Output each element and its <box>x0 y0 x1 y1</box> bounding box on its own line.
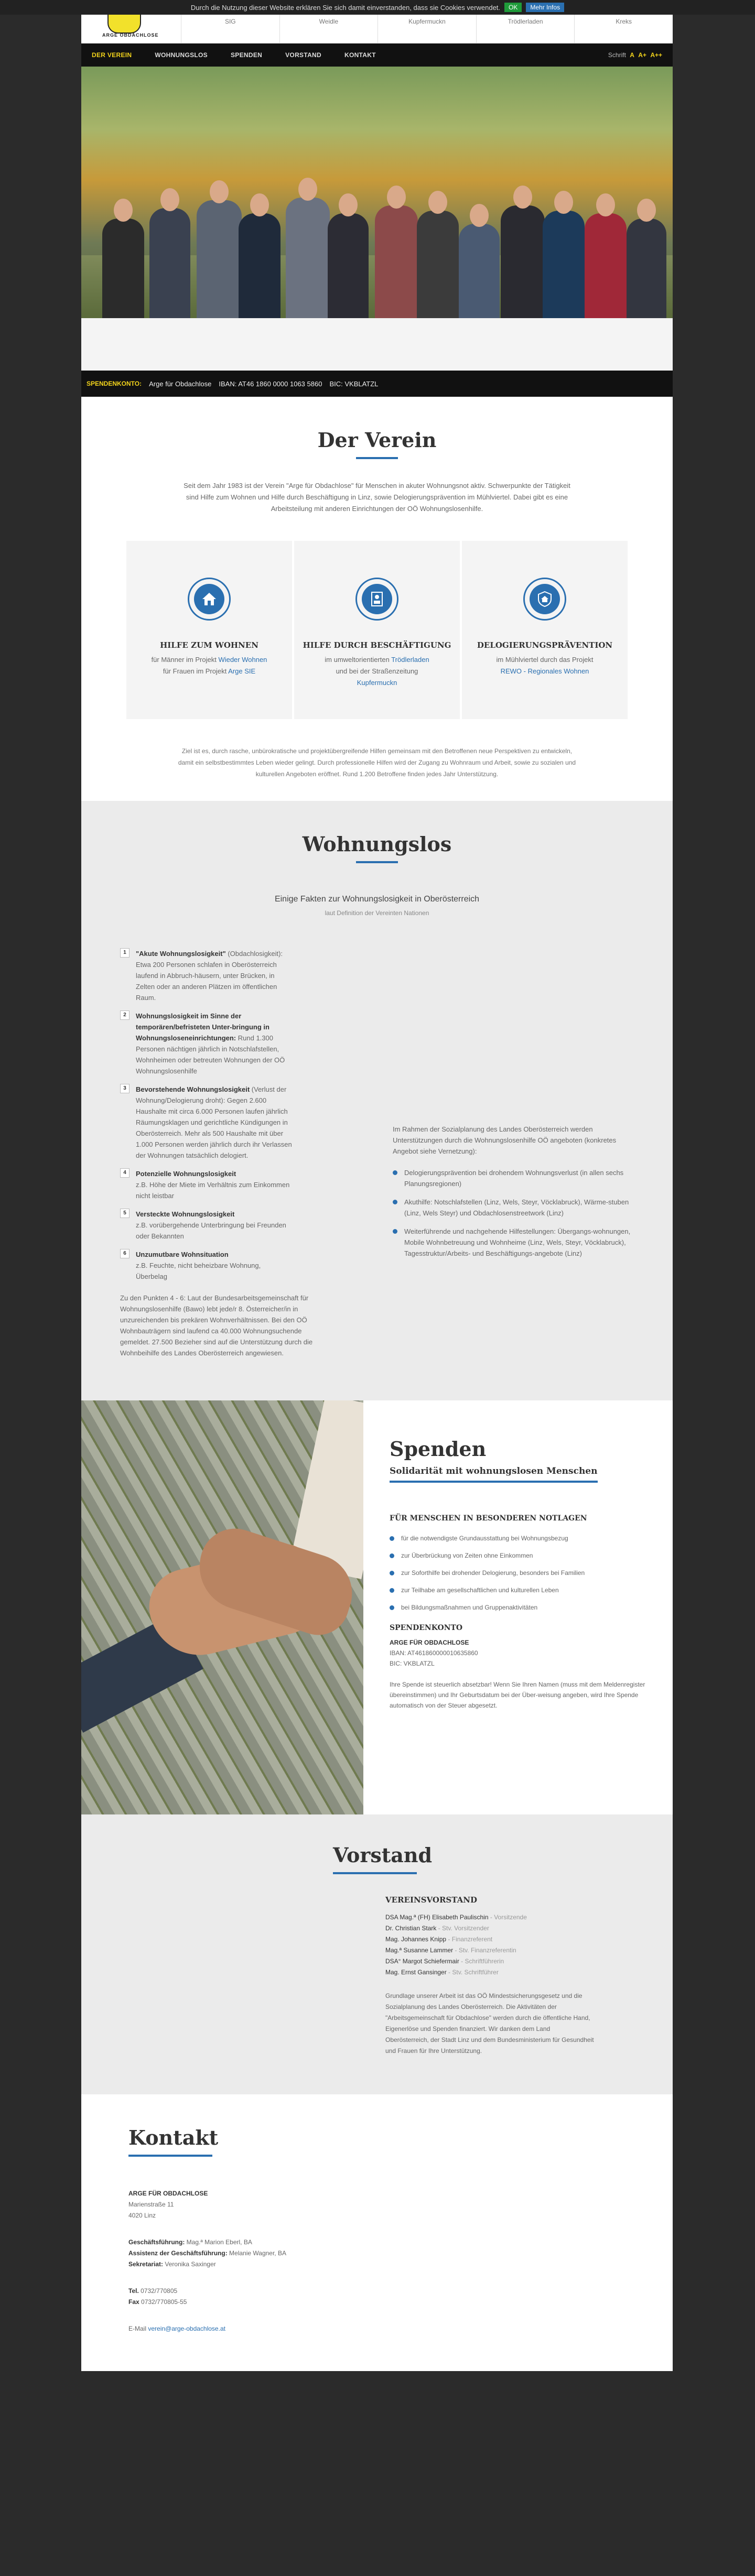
board-member: Mag. Johannes Knipp - Finanzreferent <box>385 1936 493 1943</box>
logo[interactable] <box>81 15 181 43</box>
verein-intro: Seit dem Jahr 1983 ist der Verein "Arge für Obdachlose" für Menschen in akuter Wohnungsnot aktiv. Schwerpunkte der Tätigkeit sind Hilfe zum Wohnen und Hilfe durch Beschäftigung in Linz, sowie Delogierungsprävention im Mühlviertel. Dabei gibt es eine Arbeitsteilung mit anderen Einrichtungen der OÖ Wohnungslosenhilfe. <box>184 482 570 513</box>
link-wieder-wohnen[interactable]: Wieder Wohnen <box>218 656 267 664</box>
card-delogierungspraevention <box>462 541 628 719</box>
handshake-photo <box>81 1400 363 1814</box>
section-der-verein <box>81 397 673 801</box>
person-figure <box>149 208 190 318</box>
person-figure <box>102 219 144 318</box>
facts-summary: Zu den Punkten 4 - 6: Laut der Bundesarbeitsgemeinschaft für Wohnungslosenhilfe (Bawo) lebt jede/r 8. Österreicher/in in unzureichenden bis prekären Wohnverhältnissen. Bei den OÖ Wohnbauträgern sind laufend ca 40.000 Wohnungsuchende gemeldet. 27.500 Bezieher sind auf die Unterstützung durch die Wohnbeihilfe des Landes Oberösterreich angewiesen. <box>120 1294 313 1357</box>
section-spenden <box>81 1400 673 1814</box>
cookie-more-info-button[interactable]: Mehr Infos <box>526 3 564 12</box>
partner-link-weidle[interactable]: Weidle <box>279 15 378 43</box>
fact-item: 4 Potenzielle Wohnungslosigkeit z.B. Höhe der Miete im Verhältnis zum Einkommen nicht leistbar <box>120 1168 372 1201</box>
donation-account-iban: IBAN: AT46 1860 0000 1063 5860 <box>219 379 322 388</box>
person-figure <box>585 213 627 318</box>
font-size-normal-button[interactable]: A <box>630 51 634 59</box>
font-size-label: Schrift <box>608 51 626 59</box>
support-column <box>393 948 634 1358</box>
link-kupfermuckn[interactable]: Kupfermuckn <box>357 679 397 687</box>
home-icon <box>188 578 231 621</box>
partner-link-troedlerladen[interactable]: Trödlerladen <box>476 15 575 43</box>
link-rewo[interactable]: REWO - Regionales Wohnen <box>500 667 589 675</box>
cookie-text: Durch die Nutzung dieser Website erklären Sie sich damit einverstanden, dass sie Cookies verwendet. <box>190 3 501 12</box>
font-size-large-button[interactable]: A+ <box>638 51 646 59</box>
card-text: für Männer im Projekt Wieder Wohnen für Frauen im Projekt Arge SIE <box>151 656 267 675</box>
donation-account-label: SPENDENKONTO: <box>87 380 142 387</box>
card-text: im umweltorientierten Trödlerladen und bei der Straßenzeitung Kupfermuckn <box>325 656 429 687</box>
card-title: DELOGIERUNGSPRÄVENTION <box>477 640 613 650</box>
spacer-band <box>81 318 673 371</box>
donation-account-name: Arge für Obdachlose <box>149 379 212 388</box>
board-member: Mag.ª Susanne Lammer - Stv. Finanzreferentin <box>385 1947 516 1954</box>
vorstand-text: Grundlage unserer Arbeit ist das OÖ Mindestsicherungsgesetz und die Sozialplanung des Landes Oberösterreich. Die Aktivitäten der "Arbeitsgemeinschaft für Obdachlose" werden durch die öffentliche Hand, Eigenerlöse und Spenden finanziert. Wir danken dem Land Oberösterreich, der Stadt Linz und dem Bundesministerium für Gesundheit und Frauen für Ihre Unterstützung. <box>385 1992 594 2055</box>
wohnungslos-subtitle: Einige Fakten zur Wohnungslosigkeit in Oberösterreich <box>274 895 480 904</box>
spendenkonto-details: ARGE FÜR OBDACHLOSE IBAN: AT461860000010635860 BIC: VKBLATZL <box>390 1639 478 1667</box>
section-title-wohnungslos: Wohnungslos <box>302 832 452 856</box>
person-figure <box>459 224 500 318</box>
support-list <box>393 1167 634 1259</box>
person-figure <box>239 213 281 318</box>
link-arge-sie[interactable]: Arge SIE <box>228 667 256 675</box>
wohnungslos-columns <box>120 948 634 1358</box>
cookie-bar <box>0 0 755 15</box>
spenden-subtitle: Solidarität mit wohnungslosen Menschen <box>390 1466 598 1483</box>
contact-address: ARGE FÜR OBDACHLOSE Marienstraße 11 4020 Linz <box>128 2190 208 2219</box>
person-figure <box>627 219 666 318</box>
title-underline <box>128 2155 212 2157</box>
contact-phone: Tel. 0732/770805 Fax 0732/770805-55 <box>128 2287 187 2306</box>
fact-item: 6 Unzumutbare Wohnsituation z.B. Feuchte, nicht beheizbare Wohnung, Überbelag <box>120 1249 372 1282</box>
section-title-kontakt: Kontakt <box>128 2126 219 2149</box>
list-item: bei Bildungsmaßnahmen und Gruppenaktivitäten <box>390 1602 646 1613</box>
phone-link[interactable]: 0732/770805 <box>138 2287 178 2295</box>
title-underline <box>356 861 398 863</box>
nav-item-spenden[interactable]: SPENDEN <box>231 51 263 59</box>
person-figure <box>197 200 242 318</box>
section-title-vorstand: Vorstand <box>333 1843 433 1867</box>
spenden-purpose-list <box>390 1533 646 1613</box>
board-member: Mag. Ernst Gansinger - Stv. Schriftführer <box>385 1969 499 1976</box>
shield-home-icon <box>523 578 566 621</box>
card-text: im Mühlviertel durch das Projekt REWO - Regionales Wohnen <box>496 656 594 675</box>
main-nav <box>81 44 673 67</box>
person-figure <box>417 211 459 318</box>
tax-note: Ihre Spende ist steuerlich absetzbar! Wenn Sie Ihren Namen (muss mit dem Meldenregister übereinstimmen) und Ihr Geburtsdatum bei der Über-weisung angeben, wird Ihre Spende automatisch von der Steuer abgesetzt. <box>390 1681 645 1709</box>
vorstand-content <box>385 1895 595 2057</box>
section-kontakt <box>81 2094 673 2371</box>
verein-outro: Ziel ist es, durch rasche, unbürokratische und projektübergreifende Hilfen gemeinsam mit den Betroffenen neue Perspektiven zu entwickeln, damit ein selbstbestimmtes Leben wieder gelingt. Durch professionelle Hilfen wird der Zugang zu Wohnraum und Arbeit, sowie zu sozialen und kulturellen Angeboten eröffnet. Rund 1.200 Betroffene finden jedes Jahr Unterstützung. <box>178 747 576 778</box>
donation-account-strip <box>81 371 673 397</box>
nav-item-vorstand[interactable]: VORSTAND <box>285 51 321 59</box>
facts-column <box>120 948 372 1358</box>
fact-item: 3 Bevorstehende Wohnungslosigkeit (Verlust der Wohnung/Delogierung droht): Gegen 2.600 Haushalte mit circa 6.000 Personen laufen jährlich Räumungsklagen und gerichtliche Kündigungen in Oberösterreich. Mehr als 500 Haushalte mit über 1.000 Personen werden jährlich durch ihr Verlassen der Wohnungen tatsächlich delogiert. <box>120 1084 372 1161</box>
list-item: zur Soforthilfe bei drohender Delogierung, besonders bei Familien <box>390 1568 646 1579</box>
page-container <box>81 15 673 2371</box>
list-item: zur Überbrückung von Zeiten ohne Einkommen <box>390 1550 646 1561</box>
nav-item-wohnungslos[interactable]: WOHNUNGSLOS <box>155 51 208 59</box>
card-title: HILFE ZUM WOHNEN <box>160 640 258 650</box>
spenden-section-head: FÜR MENSCHEN IN BESONDEREN NOTLAGEN <box>390 1514 587 1523</box>
fact-item: 5 Versteckte Wohnungslosigkeit z.B. vorübergehende Unterbringung bei Freunden oder Bekannten <box>120 1209 372 1242</box>
contact-email: E-Mail verein@arge-obdachlose.at <box>128 2325 225 2332</box>
person-figure <box>286 198 330 318</box>
fact-item: 2 Wohnungslosigkeit im Sinne der temporären/befristeten Unter-bringung in Wohnungsloseneinrichtungen: Rund 1.300 Personen nächtigen jährlich in Notschlafstellen, Wohnheimen oder betreuten Wohnungen der OÖ Wohnungslosenhilfe <box>120 1010 372 1077</box>
board-member: Dr. Christian Stark - Stv. Vorsitzender <box>385 1925 489 1932</box>
service-cards <box>126 541 628 719</box>
list-item: für die notwendigste Grundausstattung bei Wohnungsbezug <box>390 1533 646 1544</box>
person-figure <box>543 211 585 318</box>
person-figure <box>375 205 418 318</box>
spenden-content <box>363 1400 673 1814</box>
logo-text: ARGE OBDACHLOSE <box>102 32 159 38</box>
title-underline <box>356 457 398 459</box>
person-figure <box>328 213 369 318</box>
contact-staff: Geschäftsführung: Mag.ª Marion Eberl, BA Assistenz der Geschäftsführung: Melanie Wagner, BA Sekretariat: Veronika Saxinger <box>128 2238 286 2268</box>
list-item: zur Teilhabe am gesellschaftlichen und kulturellen Leben <box>390 1585 646 1596</box>
title-underline <box>333 1872 417 1874</box>
nav-item-kontakt[interactable]: KONTAKT <box>344 51 376 59</box>
link-troedlerladen[interactable]: Trödlerladen <box>391 656 429 664</box>
fact-item: 1 "Akute Wohnungslosigkeit" (Obdachlosigkeit): Etwa 200 Personen schlafen in Oberösterreich laufend in Abbruch-häusern, unter Brücken, in Zelten oder an anderen Plätzen im öffentlichen Raum. <box>120 948 372 1003</box>
id-card-icon <box>355 578 398 621</box>
spendenkonto-head: SPENDENKONTO <box>390 1624 463 1632</box>
donation-account-bic: BIC: VKBLATZL <box>329 379 379 388</box>
hero-team-photo <box>81 67 673 318</box>
partner-link-kreks[interactable]: Kreks <box>574 15 673 43</box>
email-link[interactable]: verein@arge-obdachlose.at <box>148 2325 225 2332</box>
section-title-verein: Der Verein <box>317 428 437 452</box>
list-item: Weiterführende und nachgehende Hilfestellungen: Übergangs-wohnungen, Mobile Wohnbetreuung und Wohnheime (Linz, Wels, Steyr, Vöcklabruck), Tagesstruktur/Arbeits- und Beschäftigungs-angebote (Linz) <box>393 1226 634 1259</box>
person-figure <box>501 205 545 318</box>
wohnungslos-subtitle-note: laut Definition der Vereinten Nationen <box>325 909 429 917</box>
card-title: HILFE DURCH BESCHÄFTIGUNG <box>303 640 451 650</box>
card-hilfe-zum-wohnen <box>126 541 292 719</box>
section-title-spenden: Spenden <box>390 1437 487 1461</box>
list-item: Akuthilfe: Notschlafstellen (Linz, Wels, Steyr, Vöcklabruck), Wärme-stuben (Linz, Wels Steyr) und Obdachlosenstreetwork (Linz) <box>393 1197 634 1219</box>
support-intro: Im Rahmen der Sozialplanung des Landes Oberösterreich werden Unterstützungen durch die Wohnungslosenhilfe OÖ angeboten (konkretes Angebot siehe Vernetzung): <box>393 1125 617 1155</box>
vorstand-head: VEREINSVORSTAND <box>385 1895 477 1905</box>
list-item: Delogierungsprävention bei drohendem Wohnungsverlust (in allen sechs Planungsregionen) <box>393 1167 634 1189</box>
nav-item-der-verein[interactable]: DER VEREIN <box>92 51 132 59</box>
cookie-ok-button[interactable]: OK <box>504 3 522 12</box>
board-member: DSA° Margot Schiefermair - Schriftführerin <box>385 1958 504 1965</box>
font-size-switcher <box>608 51 662 59</box>
section-vorstand <box>81 1814 673 2094</box>
card-hilfe-durch-beschaeftigung <box>294 541 460 719</box>
board-member: DSA Mag.ª (FH) Elisabeth Paulischin - Vorsitzende <box>385 1914 527 1921</box>
partner-link-kupfermuckn[interactable]: Kupfermuckn <box>378 15 476 43</box>
partner-bar <box>81 15 673 44</box>
partner-link-sig[interactable]: SIG <box>181 15 279 43</box>
font-size-xlarge-button[interactable]: A++ <box>650 51 662 59</box>
section-wohnungslos <box>81 801 673 1400</box>
